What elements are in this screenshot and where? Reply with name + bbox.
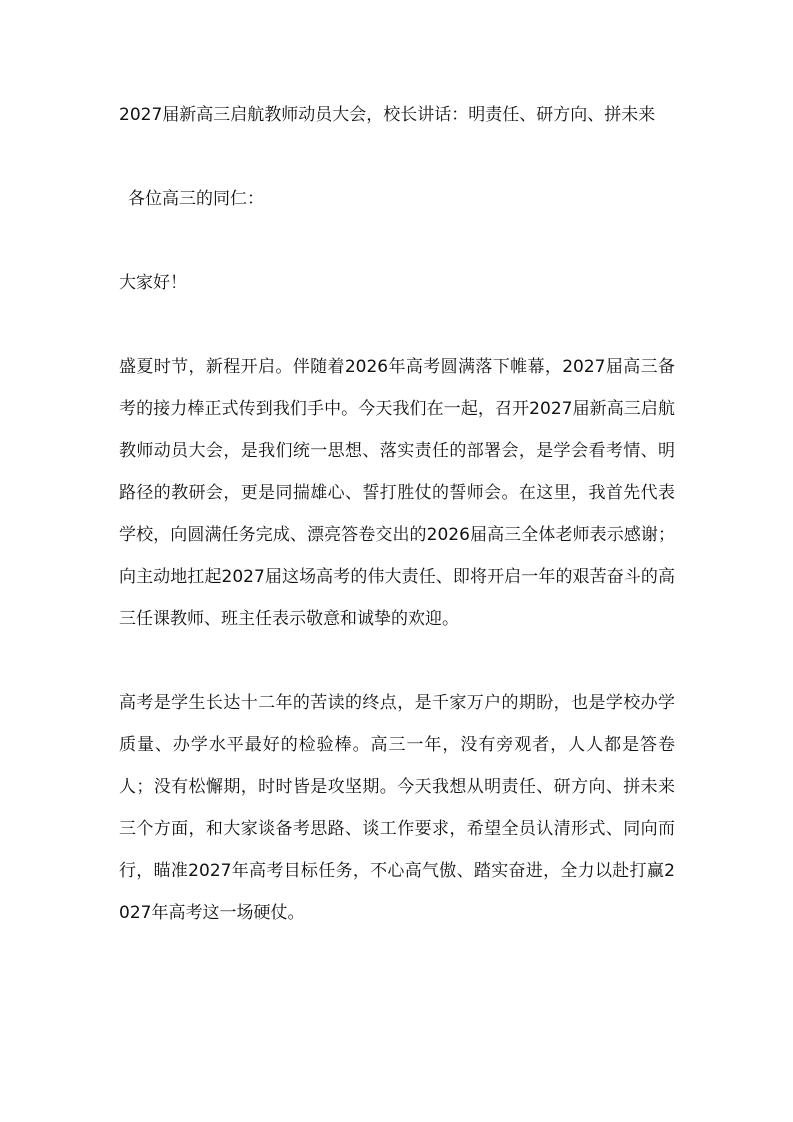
document-title: 2027届新高三启航教师动员大会，校长讲话：明责任、研方向、拼未来 (119, 105, 656, 125)
document-body (119, 94, 675, 976)
paragraph-1: 盛夏时节，新程开启。伴随着2026年高考圆满落下帷幕，2027届高三备考的接力棒正式传到我们手中。今天我们在一起，召开2027届新高三启航教师动员大会，是我们统一思想、落实责任的部署会，是学会看考情、明路径的教研会，更是同揣雄心、誓打胜仗的誓师会。在这里，我首先代表学校，向圆满任务完成、漂亮答卷交出的2026届高三全体老师表示感谢；向主动地扛起2027届这场高考的伟大责任、即将开启一年的艰苦奋斗的高三任课教师、班主任表示敬意和诚挚的欢迎。 (119, 357, 675, 629)
salutation: 各位高三的同仁： (128, 189, 264, 209)
paragraph-2: 高考是学生长达十二年的苦读的终点，是千家万户的期盼，也是学校办学质量、办学水平最好的检验棒。高三一年，没有旁观者，人人都是答卷人；没有松懈期，时时皆是攻坚期。今天我想从明责任、研方向、拼未来三个方面，和大家谈备考思路、谈工作要求，希望全员认清形式、同向而行，瞄准2027年高考目标任务，不心高气傲、踏实奋进，全力以赴打赢2027年高考这一场硬仗。 (119, 693, 675, 923)
greeting: 大家好！ (119, 273, 187, 293)
